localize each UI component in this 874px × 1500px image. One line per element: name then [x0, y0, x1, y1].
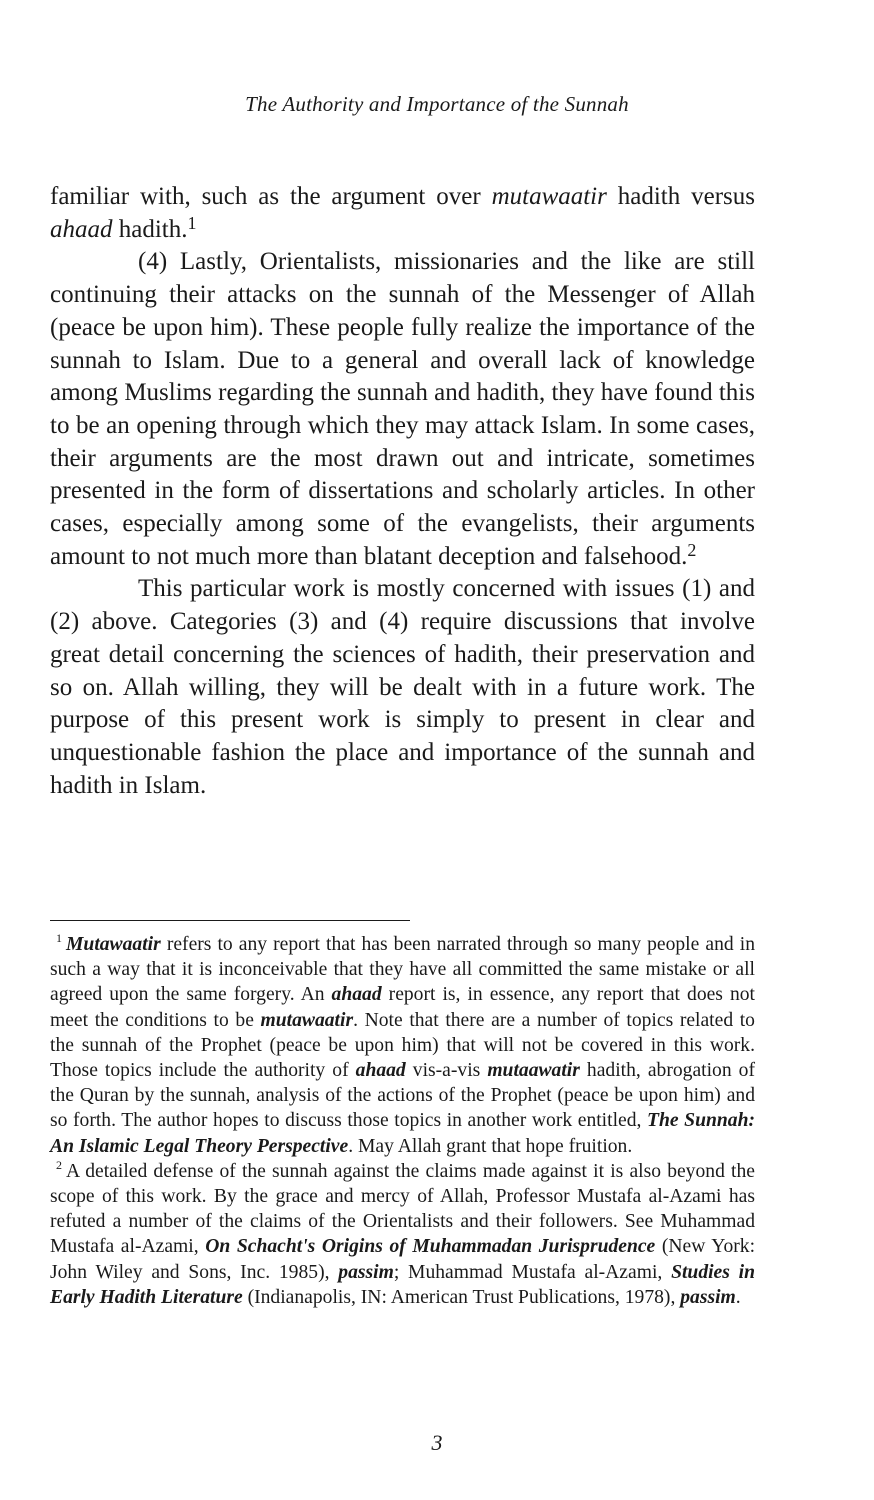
footnote-ref-2: 2	[687, 539, 697, 560]
footnote-ref-1: 1	[187, 212, 197, 233]
footnote-number: 1	[56, 931, 62, 945]
paragraph-continuation: familiar with, such as the argument over mutawaatir hadith versus ahaad hadith.$^1$	[50, 183, 755, 243]
footnote-divider	[50, 920, 410, 921]
paragraph-purpose: This particular work is mostly concerned with issues (1) and (2) above. Categories (3) and (4) require discussions that involve great detail concerning the sciences of hadith, their preservation and so on. Allah willing, they will be dealt with in a future work. The purpose of this present work is simply to present in clear and unquestionable fashion the place and importance of the sunnah and hadith in Islam.	[50, 575, 755, 799]
footnote-number: 2	[56, 1157, 62, 1172]
paragraph-orientalists: (4) Lastly, Orientalists, missionaries and the like are still continuing their attacks on the sunnah of the Messenger of Allah (peace be upon him). These people fully realize the importance of the sunnah to Islam. Due to a general and overall lack of knowledge among Muslims regarding the sunnah and hadith, they have found this to be an opening through which they may attack Islam. In some cases, their arguments are the most drawn out and intricate, sometimes presented in the form of dissertations and scholarly articles. In other cases, especially among some of the evangelists, their arguments amount to not much more than blatant deception and falsehood.$^2$	[50, 248, 755, 570]
footnote-2: $^2$ A detailed defense of the sunnah against the claims made against it is also beyond the scope of this work. By the grace and mercy of Allah, Professor Mustafa al-Azami has refuted a number of the claims of the Orientalists and their followers. See Muhammad Mustafa al-Azami, On Schacht's Origins of Muhammadan Jurisprudence (New York: John Wiley and Sons, Inc. 1985), passim; Muhammad Mustafa al-Azami, Studies in Early Hadith Literature (Indianapolis, IN: American Trust Publications, 1978), passim.	[50, 1157, 756, 1308]
footnotes	[50, 932, 755, 1310]
body-text	[50, 181, 755, 802]
footnote-1: $^1$ Mutawaatir refers to any report that has been narrated through so many people and in such a way that it is inconceivable that they have all committed the same mistake or all agreed upon the same forgery. An ahaad report is, in essence, any report that does not meet the conditions to be mutawaatir. Note that there are a number of topics related to the sunnah of the Prophet (peace be upon him) that will not be covered in this work. Those topics include the authority of ahaad vis-a-vis mutaawatir hadith, abrogation of the Quran by the sunnah, analysis of the actions of the Prophet (peace be upon him) and so forth. The author hopes to discuss those topics in another work entitled, The Sunnah: An Islamic Legal Theory Perspective. May Allah grant that hope fruition.	[50, 931, 755, 1157]
running-head: The Authority and Importance of the Sunnah	[245, 92, 629, 116]
page-number: 3	[431, 1430, 443, 1455]
